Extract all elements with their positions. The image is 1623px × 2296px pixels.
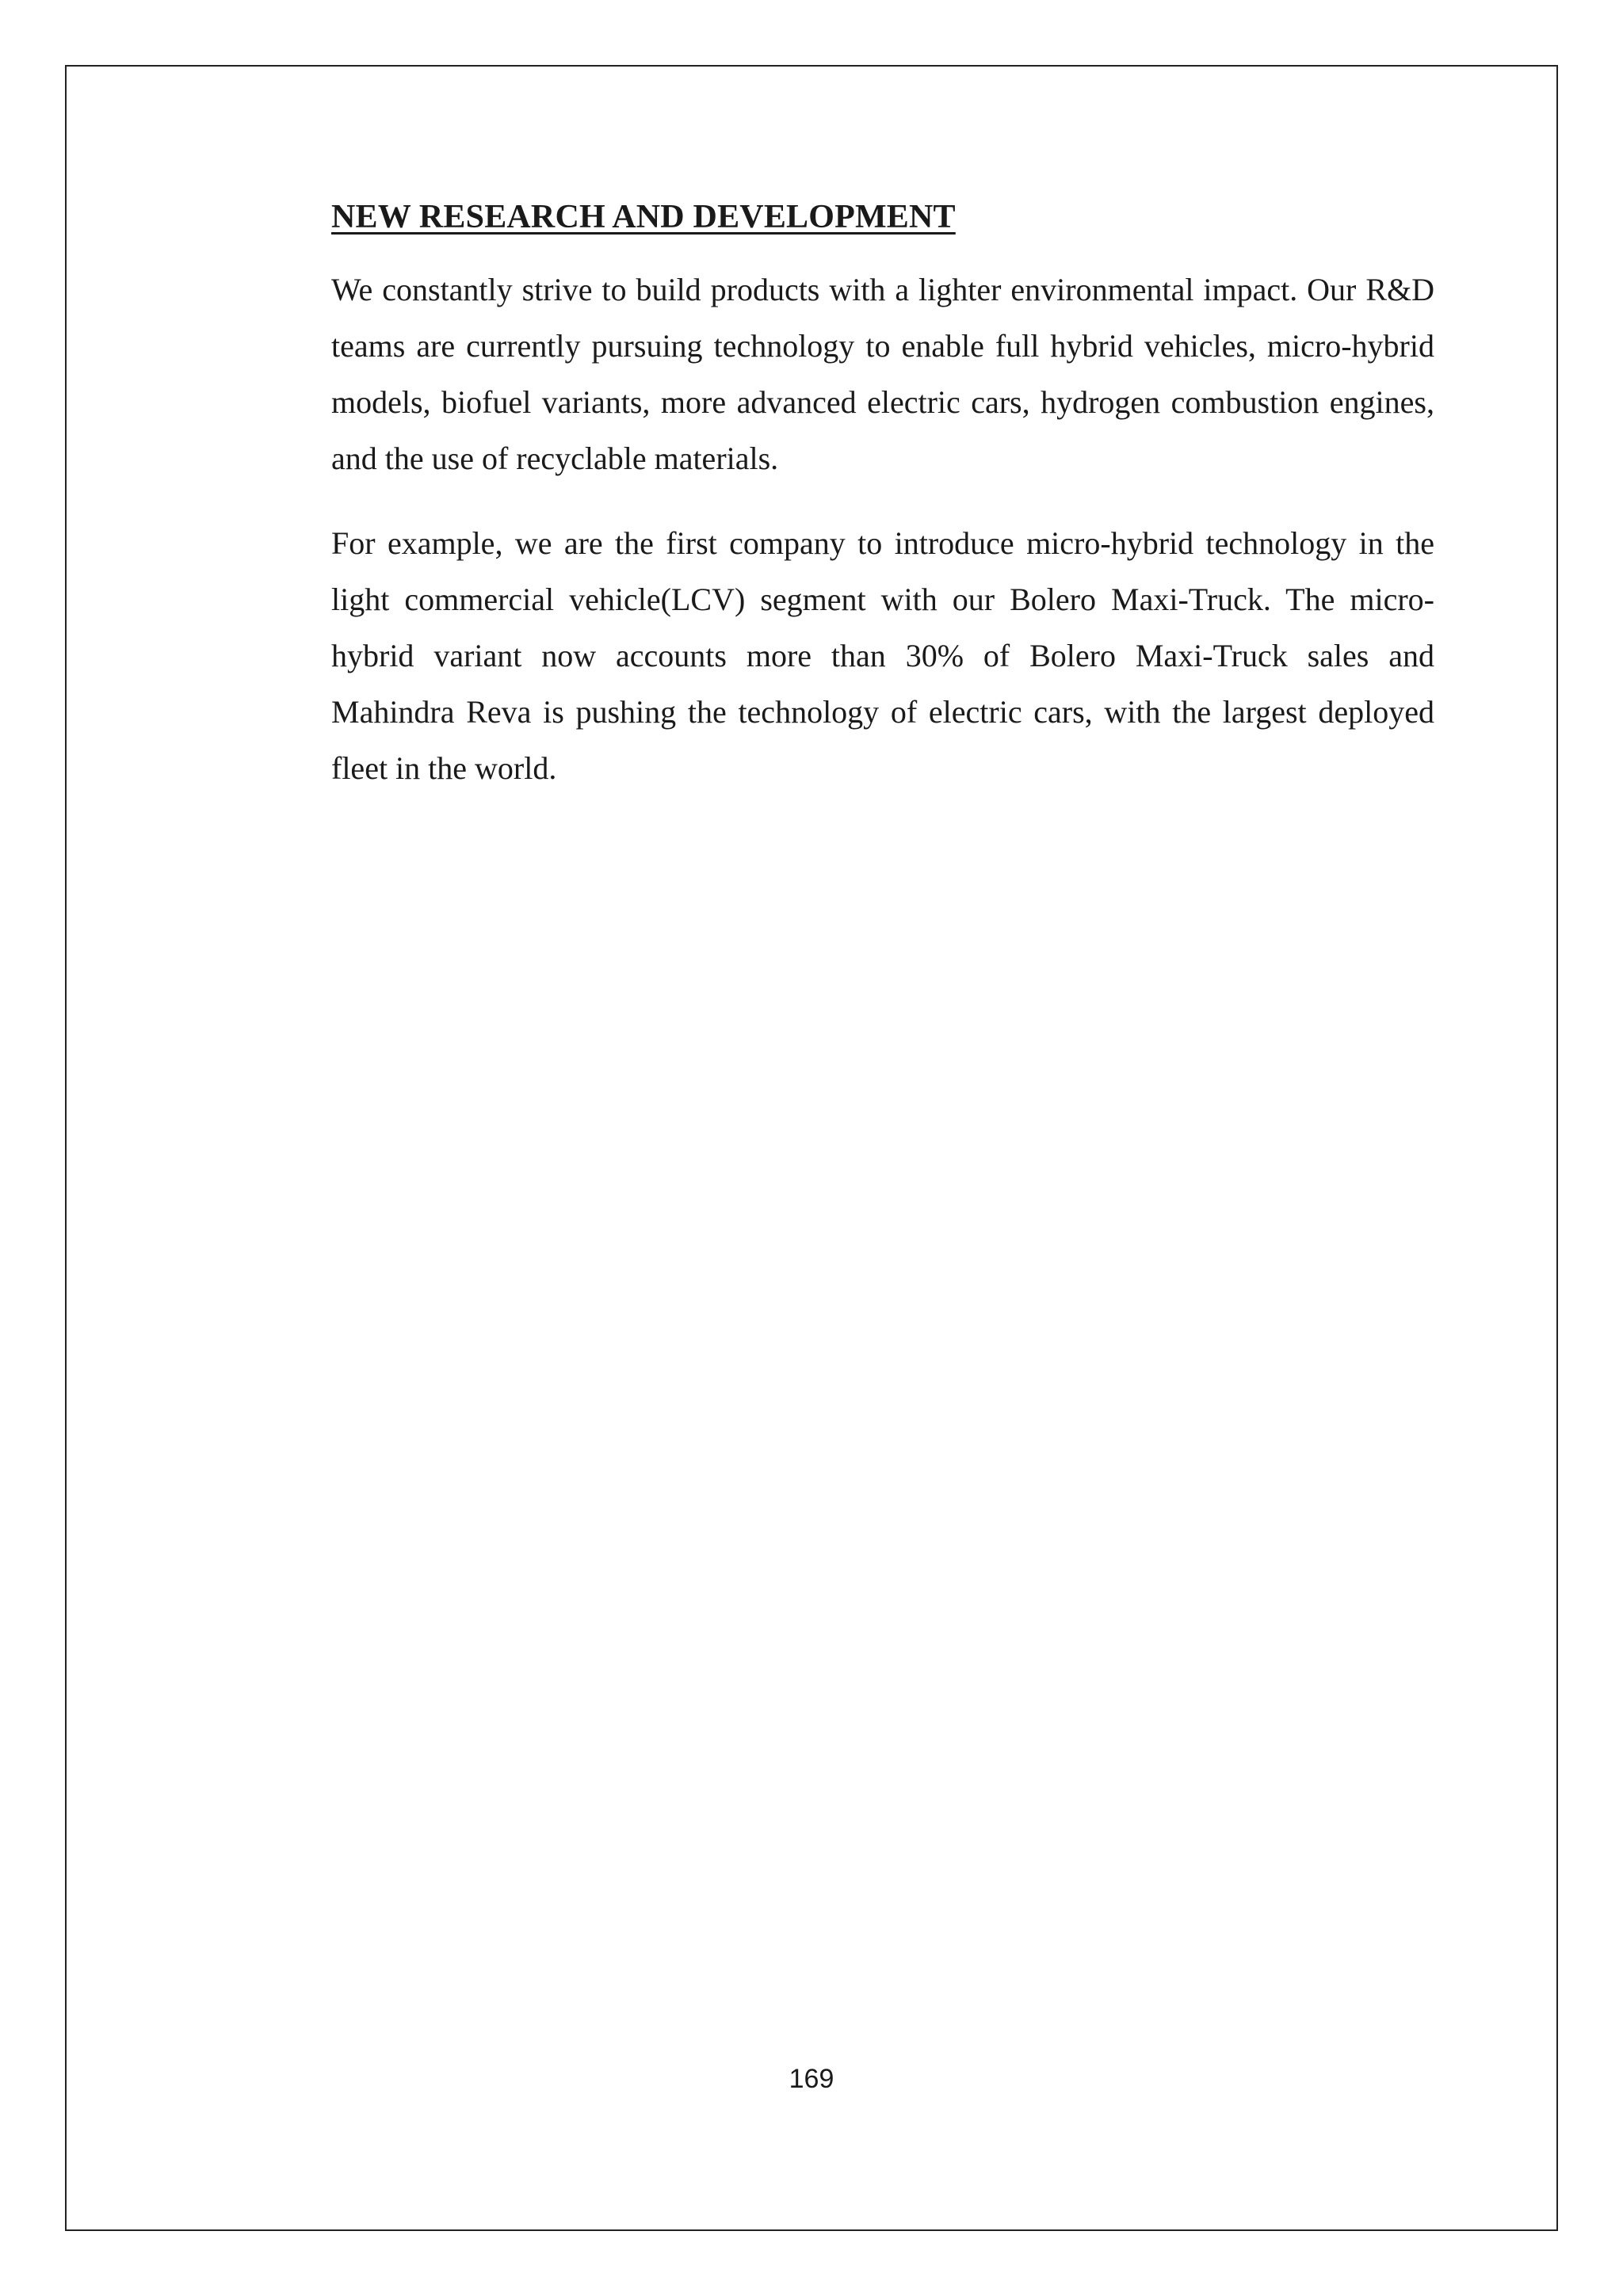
paragraph-micro-hybrid-example: For example, we are the first company to introduce micro-hybrid technology in the light commercial vehicle(LCV) segment with our Bolero Maxi-Truck. The micro-hybrid variant now accounts more than 30% of Bolero Maxi-Truck sales and Mahindra Reva is pushing the technology of electric cars, with the largest deployed fleet in the world.: [331, 525, 1434, 786]
section-heading: NEW RESEARCH AND DEVELOPMENT: [331, 199, 956, 235]
paragraph-environmental-impact: We constantly strive to build products with a lighter environmental impact. Our R&D teams are currently pursuing technology to enable full hybrid vehicles, micro-hybrid models, biofuel variants, more advanced electric cars, hydrogen combustion engines, and the use of recyclable materials.: [331, 272, 1434, 476]
page-content: [331, 196, 1434, 825]
page-number: 169: [789, 2064, 834, 2094]
